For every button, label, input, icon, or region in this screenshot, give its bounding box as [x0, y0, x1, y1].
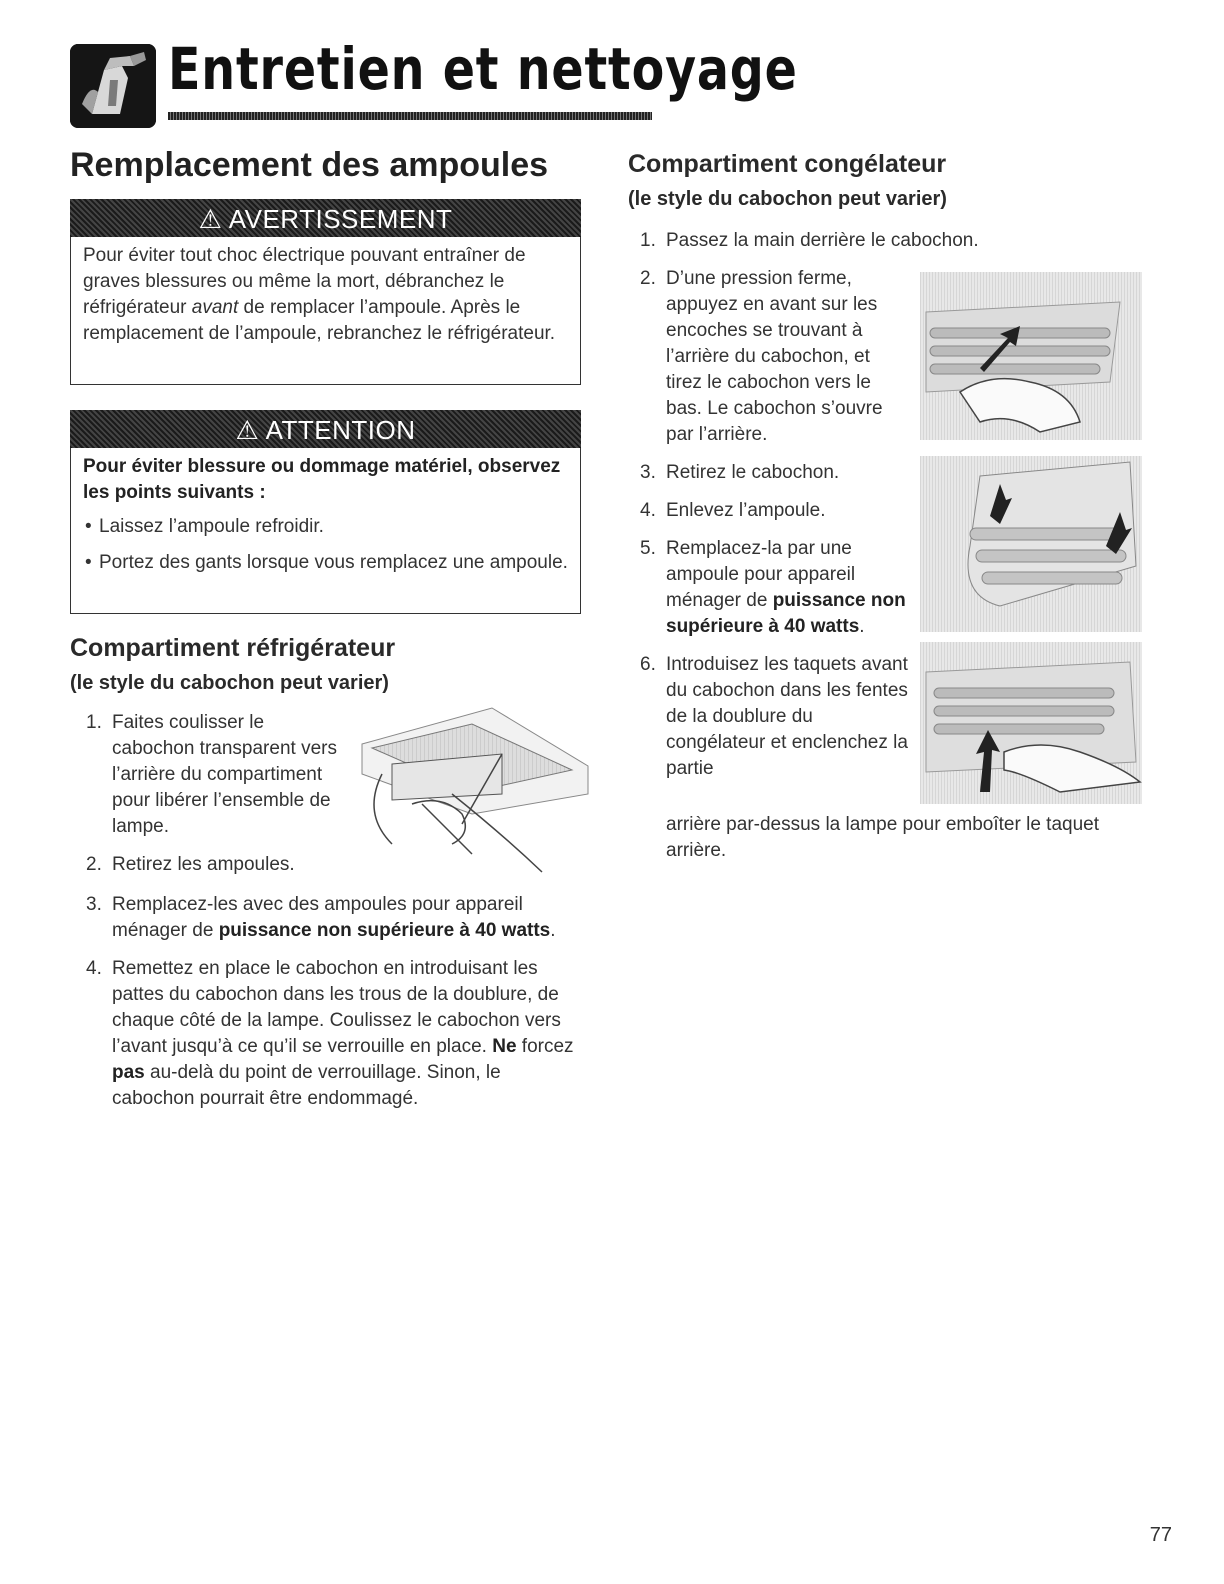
fridge-subtitle: (le style du cabochon peut varier)	[70, 672, 389, 694]
list-item: • Portez des gants lorsque vous remplacez une ampoule.	[83, 550, 568, 576]
caution-list	[83, 514, 568, 576]
list-item: 2. D’une pression ferme, appuyez en avant sur les encoches se trouvant à l’arrière du cabochon, et tirez le cabochon vers le bas. Le cabochon s’ouvre par l’arrière.	[640, 268, 883, 445]
page-header-title: Entretien et nettoyage	[168, 35, 798, 103]
warning-box	[70, 199, 581, 385]
fridge-steps-top	[86, 710, 346, 890]
list-item: 1. Passez la main derrière le cabochon.	[640, 230, 979, 251]
freezer-subtitle: (le style du cabochon peut varier)	[628, 188, 947, 210]
fridge-steps-bottom	[86, 892, 586, 1124]
list-item: 6. Introduisez les taquets avant du cabochon dans les fentes de la doublure du congélateur et enclenchez la partie	[640, 654, 908, 779]
caution-label: ⚠ ATTENTION	[235, 415, 416, 445]
list-item: 3. Retirez le cabochon.	[640, 462, 840, 483]
list-item: 2. Retirez les ampoules.	[86, 854, 295, 875]
freezer-illustration-2	[920, 456, 1142, 632]
list-item: 4. Enlevez l’ampoule.	[640, 500, 826, 521]
list-item: 3. Remplacez-les avec des ampoules pour appareil ménager de puissance non supérieure à 40 watts.	[86, 894, 556, 941]
warning-text: Pour éviter tout choc électrique pouvant entraîner de graves blessures ou même la mort, débranchez le réfrigérateur avant de remplacer l’ampoule. Après le remplacement de l’ampoule, rebranchez le réfrigérateur.	[83, 245, 556, 344]
freezer-title: Compartiment congélateur	[628, 150, 947, 178]
caution-banner	[70, 410, 581, 448]
list-item: 5. Remplacez-la par une ampoule pour appareil ménager de puissance non supérieure à 40 watts.	[640, 538, 906, 637]
spray-bottle-icon	[70, 44, 156, 128]
page-number: 77	[1149, 1524, 1172, 1546]
warning-triangle-icon: ⚠	[198, 204, 223, 234]
list-item: 1. Faites coulisser le cabochon transparent vers l’arrière du compartiment pour libérer l’ensemble de lampe.	[86, 712, 337, 837]
section-title: Remplacement des ampoules	[70, 146, 549, 184]
freezer-steps	[640, 228, 979, 794]
warning-banner	[70, 199, 581, 237]
freezer-illustration-3	[920, 642, 1142, 804]
freezer-illustration-1	[920, 272, 1142, 440]
fridge-title: Compartiment réfrigérateur	[70, 634, 396, 662]
freezer-step-6-continued: arrière par-dessus la lampe pour emboîter le taquet arrière.	[666, 814, 1100, 861]
caution-box	[70, 410, 581, 614]
list-item: • Laissez l’ampoule refroidir.	[83, 514, 568, 540]
warning-label: ⚠ AVERTISSEMENT	[198, 204, 453, 234]
warning-triangle-icon: ⚠	[235, 415, 260, 445]
caution-intro: Pour éviter blessure ou dommage matériel, observez les points suivants :	[83, 456, 561, 503]
header-rule	[168, 112, 652, 120]
fridge-lamp-illustration	[352, 704, 590, 876]
list-item: 4. Remettez en place le cabochon en introduisant les pattes du cabochon dans les trous de la doublure, de chaque côté de la lampe. Coulissez le cabochon vers l’avant jusqu’à ce qu’il se verrouille en place. Ne forcez pas au-delà du point de verrouillage. Sinon, le cabochon pourrait être endommagé.	[86, 958, 574, 1109]
caution-text	[71, 448, 580, 594]
